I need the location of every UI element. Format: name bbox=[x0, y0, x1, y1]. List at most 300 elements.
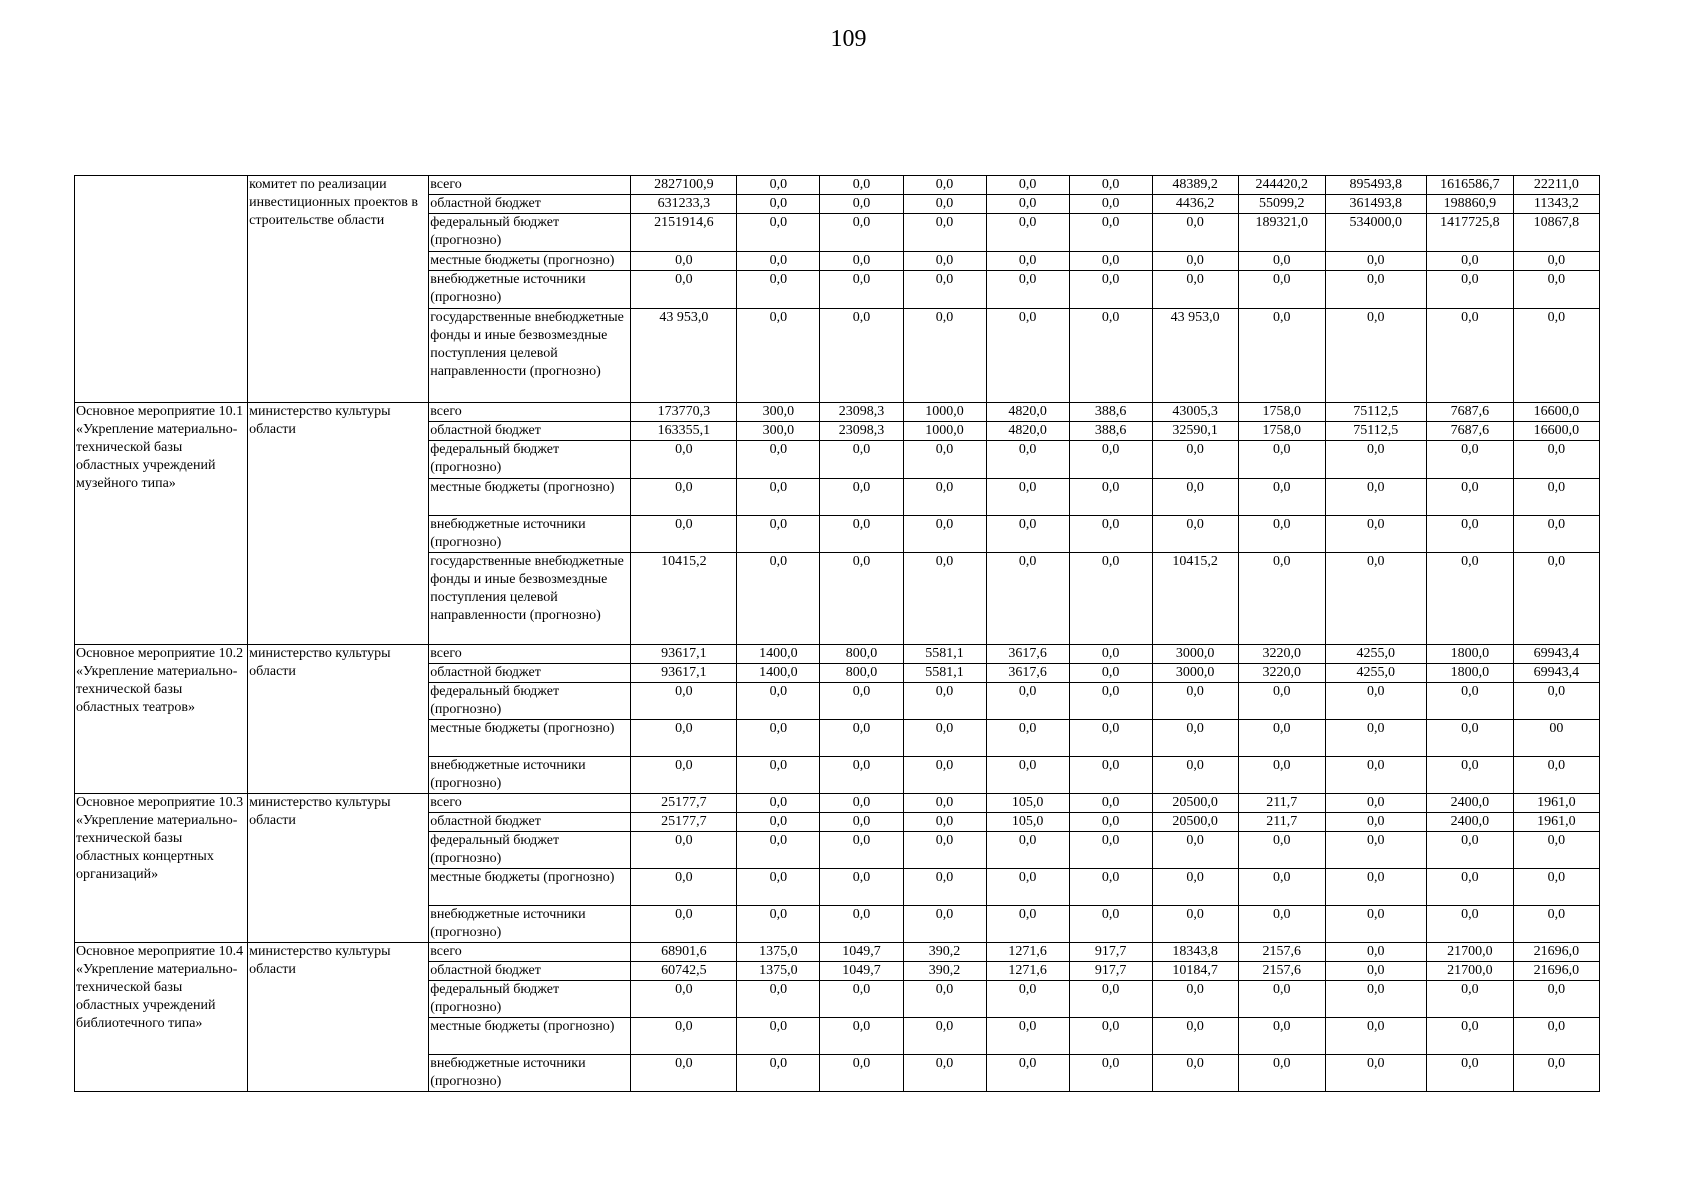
amount-cell: 0,0 bbox=[737, 683, 820, 720]
amount-cell: 0,0 bbox=[986, 516, 1069, 553]
amount-cell: 173770,3 bbox=[631, 403, 737, 422]
amount-cell: 93617,1 bbox=[631, 645, 737, 664]
amount-cell: 0,0 bbox=[820, 176, 903, 195]
amount-cell: 0,0 bbox=[986, 981, 1069, 1018]
amount-cell: 68901,6 bbox=[631, 943, 737, 962]
amount-cell: 0,0 bbox=[1426, 271, 1513, 309]
amount-cell: 0,0 bbox=[1069, 813, 1152, 832]
funding-source-cell: областной бюджет bbox=[429, 664, 631, 683]
amount-cell: 0,0 bbox=[631, 906, 737, 943]
amount-cell: 0,0 bbox=[631, 271, 737, 309]
amount-cell: 75112,5 bbox=[1325, 422, 1426, 441]
amount-cell: 0,0 bbox=[903, 553, 986, 645]
amount-cell: 0,0 bbox=[1325, 832, 1426, 869]
amount-cell: 0,0 bbox=[1325, 869, 1426, 906]
amount-cell: 0,0 bbox=[631, 252, 737, 271]
amount-cell: 0,0 bbox=[1069, 309, 1152, 403]
amount-cell: 1400,0 bbox=[737, 664, 820, 683]
amount-cell: 21696,0 bbox=[1513, 943, 1599, 962]
amount-cell: 0,0 bbox=[903, 516, 986, 553]
amount-cell: 0,0 bbox=[737, 195, 820, 214]
amount-cell: 0,0 bbox=[1513, 683, 1599, 720]
amount-cell: 0,0 bbox=[1069, 981, 1152, 1018]
amount-cell: 3617,6 bbox=[986, 645, 1069, 664]
executor-cell: министерство культуры области bbox=[248, 645, 429, 794]
amount-cell: 2827100,9 bbox=[631, 176, 737, 195]
funding-source-cell: местные бюджеты (прогнозно) bbox=[429, 1018, 631, 1055]
amount-cell: 0,0 bbox=[737, 981, 820, 1018]
amount-cell: 10415,2 bbox=[1152, 553, 1238, 645]
funding-source-cell: внебюджетные источники (прогнозно) bbox=[429, 516, 631, 553]
funding-source-cell: всего bbox=[429, 645, 631, 664]
amount-cell: 0,0 bbox=[631, 869, 737, 906]
amount-cell: 0,0 bbox=[903, 906, 986, 943]
amount-cell: 21696,0 bbox=[1513, 962, 1599, 981]
amount-cell: 388,6 bbox=[1069, 403, 1152, 422]
funding-source-cell: местные бюджеты (прогнозно) bbox=[429, 479, 631, 516]
amount-cell: 0,0 bbox=[1325, 516, 1426, 553]
amount-cell: 0,0 bbox=[1069, 252, 1152, 271]
amount-cell: 0,0 bbox=[820, 309, 903, 403]
budget-table bbox=[74, 175, 1600, 1092]
amount-cell: 1271,6 bbox=[986, 943, 1069, 962]
amount-cell: 0,0 bbox=[1069, 683, 1152, 720]
amount-cell: 0,0 bbox=[1325, 309, 1426, 403]
amount-cell: 0,0 bbox=[737, 271, 820, 309]
amount-cell: 0,0 bbox=[986, 553, 1069, 645]
amount-cell: 25177,7 bbox=[631, 813, 737, 832]
amount-cell: 0,0 bbox=[903, 981, 986, 1018]
amount-cell: 0,0 bbox=[1069, 906, 1152, 943]
amount-cell: 0,0 bbox=[903, 720, 986, 757]
amount-cell: 22211,0 bbox=[1513, 176, 1599, 195]
executor-cell: комитет по реализации инвестиционных проектов в строительстве области bbox=[248, 176, 429, 403]
amount-cell: 0,0 bbox=[903, 794, 986, 813]
amount-cell: 0,0 bbox=[1069, 720, 1152, 757]
amount-cell: 0,0 bbox=[1513, 271, 1599, 309]
amount-cell: 0,0 bbox=[1426, 309, 1513, 403]
amount-cell: 21700,0 bbox=[1426, 962, 1513, 981]
amount-cell: 0,0 bbox=[903, 757, 986, 794]
amount-cell: 211,7 bbox=[1238, 813, 1325, 832]
amount-cell: 0,0 bbox=[1325, 252, 1426, 271]
amount-cell: 0,0 bbox=[986, 252, 1069, 271]
amount-cell: 0,0 bbox=[1069, 479, 1152, 516]
amount-cell: 0,0 bbox=[986, 271, 1069, 309]
amount-cell: 390,2 bbox=[903, 962, 986, 981]
amount-cell: 0,0 bbox=[1069, 832, 1152, 869]
amount-cell: 1800,0 bbox=[1426, 664, 1513, 683]
funding-source-cell: всего bbox=[429, 176, 631, 195]
amount-cell: 631233,3 bbox=[631, 195, 737, 214]
amount-cell: 0,0 bbox=[1238, 832, 1325, 869]
amount-cell: 0,0 bbox=[1238, 516, 1325, 553]
program-name-cell: Основное мероприятие 10.2 «Укрепление материально-технической базы областных театров» bbox=[75, 645, 248, 794]
amount-cell: 43005,3 bbox=[1152, 403, 1238, 422]
amount-cell: 75112,5 bbox=[1325, 403, 1426, 422]
funding-source-cell: всего bbox=[429, 794, 631, 813]
amount-cell: 0,0 bbox=[1426, 441, 1513, 479]
funding-source-cell: федеральный бюджет (прогнозно) bbox=[429, 683, 631, 720]
amount-cell: 0,0 bbox=[1069, 214, 1152, 252]
amount-cell: 0,0 bbox=[820, 794, 903, 813]
amount-cell: 0,0 bbox=[820, 479, 903, 516]
amount-cell: 0,0 bbox=[820, 214, 903, 252]
amount-cell: 16600,0 bbox=[1513, 422, 1599, 441]
amount-cell: 1000,0 bbox=[903, 403, 986, 422]
amount-cell: 0,0 bbox=[1152, 1018, 1238, 1055]
amount-cell: 0,0 bbox=[737, 479, 820, 516]
amount-cell: 0,0 bbox=[631, 981, 737, 1018]
executor-cell: министерство культуры области bbox=[248, 403, 429, 645]
amount-cell: 0,0 bbox=[1238, 869, 1325, 906]
amount-cell: 0,0 bbox=[1426, 832, 1513, 869]
amount-cell: 0,0 bbox=[903, 309, 986, 403]
table-row bbox=[75, 943, 1600, 962]
amount-cell: 0,0 bbox=[737, 1055, 820, 1092]
funding-source-cell: областной бюджет bbox=[429, 962, 631, 981]
executor-cell: министерство культуры области bbox=[248, 794, 429, 943]
amount-cell: 1417725,8 bbox=[1426, 214, 1513, 252]
amount-cell: 390,2 bbox=[903, 943, 986, 962]
table-row bbox=[75, 176, 1600, 195]
amount-cell: 11343,2 bbox=[1513, 195, 1599, 214]
amount-cell: 25177,7 bbox=[631, 794, 737, 813]
amount-cell: 0,0 bbox=[1069, 757, 1152, 794]
executor-cell: министерство культуры области bbox=[248, 943, 429, 1092]
amount-cell: 0,0 bbox=[1238, 1018, 1325, 1055]
amount-cell: 0,0 bbox=[1069, 1055, 1152, 1092]
amount-cell: 0,0 bbox=[1238, 479, 1325, 516]
amount-cell: 0,0 bbox=[1325, 479, 1426, 516]
amount-cell: 0,0 bbox=[820, 553, 903, 645]
amount-cell: 0,0 bbox=[631, 516, 737, 553]
amount-cell: 0,0 bbox=[1069, 645, 1152, 664]
amount-cell: 0,0 bbox=[1238, 1055, 1325, 1092]
amount-cell: 0,0 bbox=[986, 309, 1069, 403]
amount-cell: 2157,6 bbox=[1238, 962, 1325, 981]
amount-cell: 0,0 bbox=[986, 195, 1069, 214]
amount-cell: 0,0 bbox=[1152, 214, 1238, 252]
amount-cell: 0,0 bbox=[1426, 516, 1513, 553]
amount-cell: 0,0 bbox=[1325, 943, 1426, 962]
amount-cell: 0,0 bbox=[986, 683, 1069, 720]
amount-cell: 48389,2 bbox=[1152, 176, 1238, 195]
amount-cell: 1758,0 bbox=[1238, 422, 1325, 441]
amount-cell: 23098,3 bbox=[820, 403, 903, 422]
amount-cell: 1616586,7 bbox=[1426, 176, 1513, 195]
amount-cell: 0,0 bbox=[1426, 252, 1513, 271]
amount-cell: 0,0 bbox=[986, 176, 1069, 195]
amount-cell: 0,0 bbox=[1513, 981, 1599, 1018]
amount-cell: 0,0 bbox=[631, 1018, 737, 1055]
amount-cell: 0,0 bbox=[1325, 813, 1426, 832]
amount-cell: 0,0 bbox=[1069, 516, 1152, 553]
amount-cell: 0,0 bbox=[737, 906, 820, 943]
amount-cell: 0,0 bbox=[903, 813, 986, 832]
funding-source-cell: местные бюджеты (прогнозно) bbox=[429, 252, 631, 271]
amount-cell: 0,0 bbox=[1325, 794, 1426, 813]
amount-cell: 0,0 bbox=[1152, 981, 1238, 1018]
amount-cell: 0,0 bbox=[1069, 664, 1152, 683]
amount-cell: 1758,0 bbox=[1238, 403, 1325, 422]
amount-cell: 0,0 bbox=[737, 516, 820, 553]
amount-cell: 0,0 bbox=[820, 441, 903, 479]
amount-cell: 0,0 bbox=[1069, 869, 1152, 906]
amount-cell: 0,0 bbox=[1238, 683, 1325, 720]
amount-cell: 1400,0 bbox=[737, 645, 820, 664]
amount-cell: 0,0 bbox=[631, 683, 737, 720]
amount-cell: 93617,1 bbox=[631, 664, 737, 683]
amount-cell: 0,0 bbox=[1426, 683, 1513, 720]
amount-cell: 0,0 bbox=[986, 1055, 1069, 1092]
amount-cell: 163355,1 bbox=[631, 422, 737, 441]
amount-cell: 0,0 bbox=[1513, 479, 1599, 516]
amount-cell: 917,7 bbox=[1069, 962, 1152, 981]
funding-source-cell: федеральный бюджет (прогнозно) bbox=[429, 981, 631, 1018]
amount-cell: 32590,1 bbox=[1152, 422, 1238, 441]
amount-cell: 0,0 bbox=[1513, 1055, 1599, 1092]
amount-cell: 0,0 bbox=[1426, 869, 1513, 906]
amount-cell: 1049,7 bbox=[820, 962, 903, 981]
amount-cell: 0,0 bbox=[903, 869, 986, 906]
amount-cell: 0,0 bbox=[737, 252, 820, 271]
amount-cell: 0,0 bbox=[1069, 176, 1152, 195]
program-name-cell bbox=[75, 176, 248, 403]
amount-cell: 0,0 bbox=[820, 271, 903, 309]
funding-source-cell: внебюджетные источники (прогнозно) bbox=[429, 1055, 631, 1092]
amount-cell: 1049,7 bbox=[820, 943, 903, 962]
table-row bbox=[75, 794, 1600, 813]
amount-cell: 0,0 bbox=[1325, 720, 1426, 757]
amount-cell: 4820,0 bbox=[986, 422, 1069, 441]
amount-cell: 0,0 bbox=[1426, 981, 1513, 1018]
amount-cell: 388,6 bbox=[1069, 422, 1152, 441]
amount-cell: 800,0 bbox=[820, 664, 903, 683]
amount-cell: 0,0 bbox=[1069, 553, 1152, 645]
amount-cell: 198860,9 bbox=[1426, 195, 1513, 214]
amount-cell: 0,0 bbox=[737, 441, 820, 479]
amount-cell: 1800,0 bbox=[1426, 645, 1513, 664]
amount-cell: 0,0 bbox=[1152, 869, 1238, 906]
amount-cell: 0,0 bbox=[1152, 516, 1238, 553]
page-number: 109 bbox=[830, 26, 867, 52]
amount-cell: 0,0 bbox=[820, 195, 903, 214]
amount-cell: 69943,4 bbox=[1513, 645, 1599, 664]
amount-cell: 2400,0 bbox=[1426, 794, 1513, 813]
amount-cell: 0,0 bbox=[737, 813, 820, 832]
amount-cell: 5581,1 bbox=[903, 664, 986, 683]
table-row bbox=[75, 403, 1600, 422]
amount-cell: 1961,0 bbox=[1513, 794, 1599, 813]
amount-cell: 20500,0 bbox=[1152, 794, 1238, 813]
amount-cell: 0,0 bbox=[1069, 1018, 1152, 1055]
amount-cell: 43 953,0 bbox=[631, 309, 737, 403]
amount-cell: 0,0 bbox=[737, 757, 820, 794]
amount-cell: 0,0 bbox=[1513, 1018, 1599, 1055]
amount-cell: 0,0 bbox=[1325, 1055, 1426, 1092]
program-name-cell: Основное мероприятие 10.3 «Укрепление материально-технической базы областных концертных организаций» bbox=[75, 794, 248, 943]
amount-cell: 10184,7 bbox=[1152, 962, 1238, 981]
amount-cell: 0,0 bbox=[1325, 683, 1426, 720]
amount-cell: 0,0 bbox=[737, 553, 820, 645]
amount-cell: 4255,0 bbox=[1325, 645, 1426, 664]
amount-cell: 23098,3 bbox=[820, 422, 903, 441]
amount-cell: 1961,0 bbox=[1513, 813, 1599, 832]
amount-cell: 0,0 bbox=[737, 214, 820, 252]
amount-cell: 0,0 bbox=[737, 176, 820, 195]
amount-cell: 0,0 bbox=[1069, 794, 1152, 813]
amount-cell: 0,0 bbox=[903, 271, 986, 309]
amount-cell: 0,0 bbox=[986, 1018, 1069, 1055]
table-row bbox=[75, 645, 1600, 664]
amount-cell: 0,0 bbox=[1325, 441, 1426, 479]
amount-cell: 4255,0 bbox=[1325, 664, 1426, 683]
amount-cell: 0,0 bbox=[820, 1018, 903, 1055]
amount-cell: 0,0 bbox=[986, 720, 1069, 757]
amount-cell: 10415,2 bbox=[631, 553, 737, 645]
amount-cell: 18343,8 bbox=[1152, 943, 1238, 962]
amount-cell: 800,0 bbox=[820, 645, 903, 664]
amount-cell: 0,0 bbox=[1152, 479, 1238, 516]
amount-cell: 3617,6 bbox=[986, 664, 1069, 683]
amount-cell: 0,0 bbox=[1426, 479, 1513, 516]
amount-cell: 1375,0 bbox=[737, 943, 820, 962]
amount-cell: 189321,0 bbox=[1238, 214, 1325, 252]
amount-cell: 0,0 bbox=[1238, 757, 1325, 794]
amount-cell: 0,0 bbox=[903, 441, 986, 479]
amount-cell: 244420,2 bbox=[1238, 176, 1325, 195]
amount-cell: 20500,0 bbox=[1152, 813, 1238, 832]
amount-cell: 7687,6 bbox=[1426, 403, 1513, 422]
amount-cell: 0,0 bbox=[1238, 906, 1325, 943]
amount-cell: 0,0 bbox=[1426, 757, 1513, 794]
amount-cell: 0,0 bbox=[986, 441, 1069, 479]
funding-source-cell: всего bbox=[429, 403, 631, 422]
amount-cell: 0,0 bbox=[1152, 757, 1238, 794]
amount-cell: 0,0 bbox=[1325, 553, 1426, 645]
amount-cell: 0,0 bbox=[1426, 1055, 1513, 1092]
amount-cell: 0,0 bbox=[631, 441, 737, 479]
amount-cell: 60742,5 bbox=[631, 962, 737, 981]
amount-cell: 2157,6 bbox=[1238, 943, 1325, 962]
amount-cell: 211,7 bbox=[1238, 794, 1325, 813]
amount-cell: 55099,2 bbox=[1238, 195, 1325, 214]
amount-cell: 0,0 bbox=[1426, 906, 1513, 943]
amount-cell: 0,0 bbox=[1513, 252, 1599, 271]
amount-cell: 0,0 bbox=[737, 832, 820, 869]
amount-cell: 0,0 bbox=[1152, 720, 1238, 757]
funding-source-cell: всего bbox=[429, 943, 631, 962]
amount-cell: 0,0 bbox=[1238, 441, 1325, 479]
amount-cell: 0,0 bbox=[903, 683, 986, 720]
funding-source-cell: областной бюджет bbox=[429, 195, 631, 214]
funding-source-cell: областной бюджет bbox=[429, 422, 631, 441]
amount-cell: 00 bbox=[1513, 720, 1599, 757]
amount-cell: 2151914,6 bbox=[631, 214, 737, 252]
amount-cell: 0,0 bbox=[1513, 832, 1599, 869]
amount-cell: 0,0 bbox=[737, 309, 820, 403]
amount-cell: 0,0 bbox=[631, 757, 737, 794]
amount-cell: 0,0 bbox=[1325, 757, 1426, 794]
amount-cell: 0,0 bbox=[903, 1055, 986, 1092]
amount-cell: 0,0 bbox=[820, 869, 903, 906]
amount-cell: 0,0 bbox=[631, 832, 737, 869]
amount-cell: 7687,6 bbox=[1426, 422, 1513, 441]
amount-cell: 0,0 bbox=[1152, 832, 1238, 869]
amount-cell: 917,7 bbox=[1069, 943, 1152, 962]
amount-cell: 0,0 bbox=[1325, 1018, 1426, 1055]
amount-cell: 0,0 bbox=[1152, 683, 1238, 720]
funding-source-cell: местные бюджеты (прогнозно) bbox=[429, 720, 631, 757]
program-name-cell: Основное мероприятие 10.4 «Укрепление материально-технической базы областных учреждений библиотечного типа» bbox=[75, 943, 248, 1092]
amount-cell: 0,0 bbox=[820, 1055, 903, 1092]
amount-cell: 0,0 bbox=[820, 813, 903, 832]
amount-cell: 0,0 bbox=[1426, 1018, 1513, 1055]
program-name-cell: Основное мероприятие 10.1 «Укрепление материально-технической базы областных учреждений музейного типа» bbox=[75, 403, 248, 645]
amount-cell: 0,0 bbox=[1513, 441, 1599, 479]
amount-cell: 0,0 bbox=[820, 832, 903, 869]
amount-cell: 4820,0 bbox=[986, 403, 1069, 422]
amount-cell: 0,0 bbox=[986, 832, 1069, 869]
amount-cell: 3000,0 bbox=[1152, 664, 1238, 683]
amount-cell: 0,0 bbox=[1513, 757, 1599, 794]
amount-cell: 105,0 bbox=[986, 794, 1069, 813]
amount-cell: 0,0 bbox=[1152, 441, 1238, 479]
amount-cell: 0,0 bbox=[903, 832, 986, 869]
amount-cell: 0,0 bbox=[1238, 720, 1325, 757]
amount-cell: 0,0 bbox=[737, 1018, 820, 1055]
amount-cell: 0,0 bbox=[631, 1055, 737, 1092]
funding-source-cell: федеральный бюджет (прогнозно) bbox=[429, 214, 631, 252]
amount-cell: 3220,0 bbox=[1238, 664, 1325, 683]
amount-cell: 0,0 bbox=[820, 757, 903, 794]
amount-cell: 0,0 bbox=[1152, 1055, 1238, 1092]
amount-cell: 0,0 bbox=[986, 214, 1069, 252]
amount-cell: 0,0 bbox=[903, 214, 986, 252]
amount-cell: 0,0 bbox=[1513, 906, 1599, 943]
amount-cell: 0,0 bbox=[820, 516, 903, 553]
amount-cell: 0,0 bbox=[1513, 516, 1599, 553]
amount-cell: 0,0 bbox=[1325, 962, 1426, 981]
amount-cell: 4436,2 bbox=[1152, 195, 1238, 214]
table-body bbox=[75, 176, 1600, 1092]
amount-cell: 0,0 bbox=[737, 720, 820, 757]
amount-cell: 43 953,0 bbox=[1152, 309, 1238, 403]
funding-source-cell: федеральный бюджет (прогнозно) bbox=[429, 441, 631, 479]
amount-cell: 0,0 bbox=[903, 479, 986, 516]
funding-source-cell: областной бюджет bbox=[429, 813, 631, 832]
amount-cell: 2400,0 bbox=[1426, 813, 1513, 832]
amount-cell: 0,0 bbox=[820, 906, 903, 943]
amount-cell: 0,0 bbox=[1238, 271, 1325, 309]
amount-cell: 0,0 bbox=[1325, 981, 1426, 1018]
amount-cell: 0,0 bbox=[820, 252, 903, 271]
amount-cell: 1271,6 bbox=[986, 962, 1069, 981]
amount-cell: 0,0 bbox=[1513, 309, 1599, 403]
amount-cell: 0,0 bbox=[1426, 553, 1513, 645]
amount-cell: 0,0 bbox=[986, 757, 1069, 794]
amount-cell: 0,0 bbox=[1238, 309, 1325, 403]
amount-cell: 0,0 bbox=[903, 176, 986, 195]
amount-cell: 0,0 bbox=[986, 869, 1069, 906]
funding-source-cell: государственные внебюджетные фонды и иные безвозмездные поступления целевой направленности (прогнозно) bbox=[429, 553, 631, 645]
amount-cell: 0,0 bbox=[903, 195, 986, 214]
amount-cell: 0,0 bbox=[1325, 271, 1426, 309]
amount-cell: 0,0 bbox=[1069, 271, 1152, 309]
amount-cell: 895493,8 bbox=[1325, 176, 1426, 195]
funding-source-cell: местные бюджеты (прогнозно) bbox=[429, 869, 631, 906]
